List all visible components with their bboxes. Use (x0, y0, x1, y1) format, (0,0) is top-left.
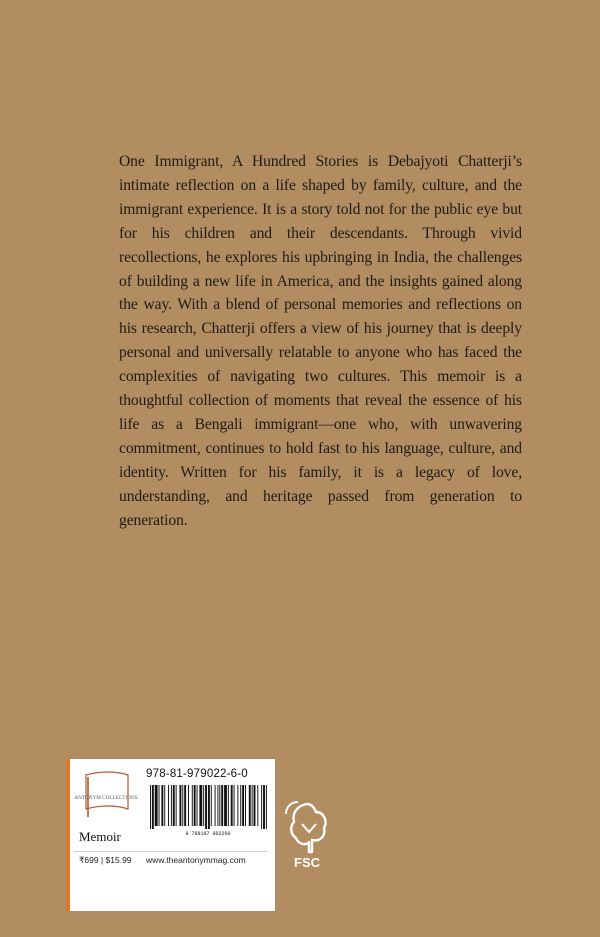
barcode-bar (208, 785, 210, 829)
barcode-bar (242, 785, 244, 826)
barcode-bar (224, 785, 227, 826)
barcode-bar (215, 785, 216, 826)
barcode-bar (203, 785, 204, 826)
barcode-bar (197, 785, 198, 826)
barcode-bar (240, 785, 241, 826)
barcode-digits: 9 788197 902260 (185, 831, 231, 837)
barcode-bar (221, 785, 223, 826)
barcode-bar (184, 785, 186, 826)
barcode-bar (263, 785, 265, 829)
label-accent-edge (66, 759, 70, 911)
barcode-bar (173, 785, 175, 826)
publisher-logo-icon (74, 769, 138, 825)
barcode-bar (205, 785, 207, 829)
barcode-bar (161, 785, 163, 826)
barcode-bar (171, 785, 172, 826)
barcode-bar (176, 785, 177, 826)
barcode-bar (234, 785, 235, 826)
barcode-bar (261, 785, 262, 829)
isbn-number: 978-81-979022-6-0 (146, 768, 248, 780)
barcode-bar (254, 785, 256, 826)
price-text: ₹699 | $15.99 (79, 855, 132, 865)
genre-label: Memoir (79, 829, 121, 844)
barcode-bar (252, 785, 253, 826)
label-divider (74, 851, 267, 852)
barcode-bar (237, 785, 238, 826)
barcode-bar (257, 785, 258, 826)
barcode-bar (192, 785, 193, 826)
publisher-logo-text: ANTONYM COLLECTIONS (74, 795, 138, 801)
barcode-bar (199, 785, 202, 826)
barcode-bar (231, 785, 233, 826)
barcode-bar (188, 785, 189, 826)
fsc-logo-text: FSC (294, 855, 320, 870)
barcode-bar (219, 785, 220, 826)
barcode-bar (217, 785, 218, 826)
barcode-bar (228, 785, 229, 826)
barcode-bar (182, 785, 183, 826)
barcode-bar (150, 785, 151, 829)
isbn-barcode (146, 785, 270, 837)
barcode-bar (168, 785, 169, 826)
barcode-bar (155, 785, 158, 826)
website-text: www.theantonymmag.com (146, 855, 246, 865)
barcode-bar (245, 785, 246, 826)
barcode-label (66, 759, 275, 911)
barcode-bar (152, 785, 154, 829)
back-cover-blurb: One Immigrant, A Hundred Stories is Debajyoti Chatterji’s intimate reflection on a life shaped by family, culture, and the immigrant experience. It is a story told not for the public eye but for his children and their descendants. Through vivid recollections, he explores his upbringing in India, the challenges of building a new life in America, and the insights gained along the way. With a blend of personal memories and reflections on his research, Chatterji offers a view of his journey that is deeply personal and universally relatable to anyone who has faced the complexities of navigating two cultures. This memoir is a thoughtful collection of moments that reveal the essence of his life as a Bengali immigrant—one who, with unwavering commitment, continues to hold fast to his language, culture, and identity. Written for his family, it is a legacy of love, understanding, and heritage passed from generation to generation. (119, 153, 522, 529)
barcode-bar (266, 785, 267, 829)
barcode-bar (159, 785, 160, 826)
barcode-bar (179, 785, 181, 826)
barcode-bar (211, 785, 212, 826)
barcode-bar (249, 785, 251, 826)
barcode-bar (164, 785, 165, 826)
barcode-bar (194, 785, 196, 826)
